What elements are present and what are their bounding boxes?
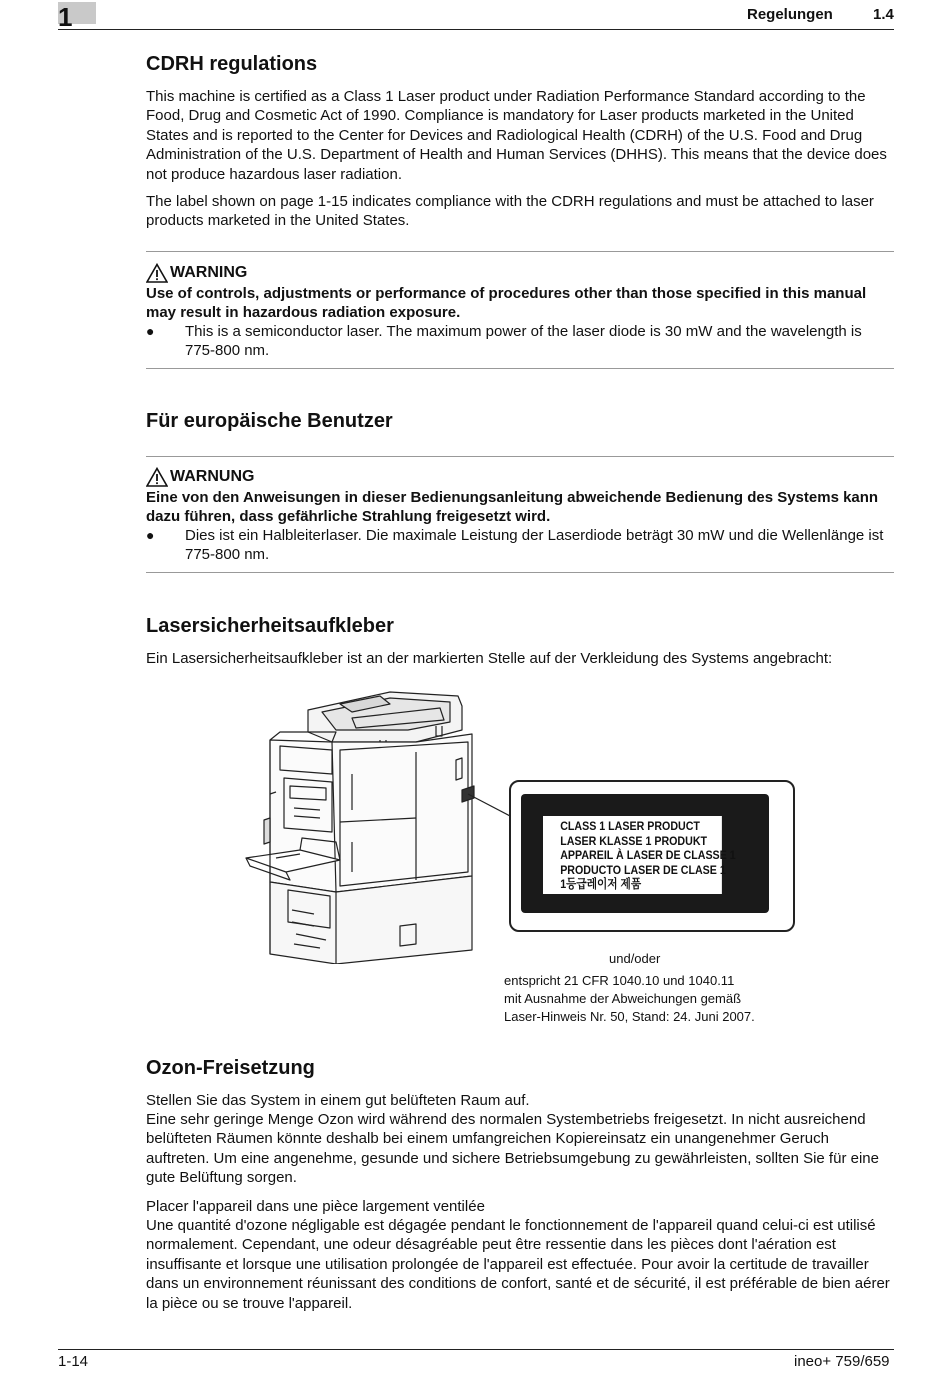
laser-label-line: PRODUCTO LASER DE CLASE 1 [560,862,726,877]
warning-title-text: WARNING [170,264,248,281]
caption-und-oder: und/oder [609,951,661,966]
warnung-bullet-text: Dies ist ein Halbleiterlaser. Die maximale Leistung der Laserdiode beträgt 30 mW und die Wellenlänge ist 775-800 nm. [185,527,884,564]
warning-bold-text: Use of controls, adjustments or performance of procedures other than those specified in this manual may result in hazardous radiation exposure. [146,285,867,322]
ozone-de-line: Stellen Sie das System in einem gut belüfteten Raum auf. [146,1092,530,1109]
warnung-bold-text: Eine von den Anweisungen in dieser Bedienungsanleitung abweichende Bedienung des Systems kann dazu führen, dass gefährliche Strahlung freigesetzt wird. [146,489,879,526]
warnung-top-rule [146,456,894,457]
sticker-intro: Ein Lasersicherheitsaufkleber ist an der markierten Stelle auf der Verkleidung des Systems angebracht: [146,650,833,667]
laser-label-line: APPAREIL À LASER DE CLASSE 1 [560,848,736,863]
laser-label-line: 1등급레이저 제품 [560,877,642,892]
warning-bottom-rule [146,368,894,369]
heading-europe: Für europäische Benutzer [146,410,393,432]
chapter-number: 1 [58,2,73,32]
cdrh-paragraph-2: The label shown on page 1-15 indicates compliance with the CDRH regulations and must be attached to laser products marketed in the United States. [146,193,874,230]
section-number: 1.4 [873,6,894,23]
warning-triangle-icon [146,263,168,283]
page-number: 1-14 [58,1353,89,1370]
warning-title [146,263,247,283]
warning-bullet-text: This is a semiconductor laser. The maximum power of the laser diode is 30 mW and the wavelength is 775-800 nm. [185,323,862,360]
model-name: ineo+ 759/659 [794,1353,890,1370]
header-rule [58,29,894,30]
laser-label-line: LASER KLASSE 1 PRODUKT [560,833,708,848]
warnung-bottom-rule [146,572,894,573]
bullet-icon: ● [146,323,155,339]
ozone-de-paragraph: Eine sehr geringe Menge Ozon wird während des normalen Systembetriebs freigesetzt. In nicht ausreichend belüfteten Räumen könnte deshalb bei einem umfangreichen Kopiereinsatz ein unangenehmer Geruch auftreten. Um eine angenehme, gesunde und sichere Betriebsumgebung zu gewährleisten, sollten Sie für eine gute Belüftung sorgen. [146,1111,879,1187]
caption-line-3: Laser-Hinweis Nr. 50, Stand: 24. Juni 2007. [504,1009,755,1024]
cdrh-paragraph-1: This machine is certified as a Class 1 Laser product under Radiation Performance Standard according to the Food, Drug and Cosmetic Act of 1990. Compliance is mandatory for Laser products marketed in the United States and is reported to the Center for Devices and Radiological Health (CDRH) of the U.S. Food and Drug Administration of the U.S. Department of Health and Human Services (DHHS). This means that the device does not produce hazardous laser radiation. [146,88,887,183]
laser-label [543,816,736,894]
laser-label-line: CLASS 1 LASER PRODUCT [560,819,700,833]
heading-cdrh: CDRH regulations [146,53,318,75]
bullet-icon: ● [146,527,155,543]
warning-triangle-icon [146,467,168,487]
warnung-title-text: WARNUNG [170,468,255,485]
ozone-fr-paragraph: Une quantité d'ozone négligable est dégagée pendant le fonctionnement de l'appareil quand celui-ci est utilisé normalement. Cependant, une odeur désagréable peut être ressentie dans les pièces dont l'aération est insuffisante et lorsque une utilisation prolongée de l'appareil est effectuée. Pour avoir la certitude de travailler dans un environnement réunissant des conditions de confort, santé et de sécurité, il est préférable de bien aérer la pièce ou se trouve l'appareil. [146,1217,890,1312]
warnung-title [146,467,254,487]
caption-line-2: mit Ausnahme der Abweichungen gemäß [504,991,742,1006]
heading-ozone: Ozon-Freisetzung [146,1057,315,1079]
label-connector-line [464,790,514,830]
footer-rule [58,1349,894,1350]
warning-top-rule [146,251,894,252]
caption-line-1: entspricht 21 CFR 1040.10 und 1040.11 [504,973,735,988]
ozone-fr-line: Placer l'appareil dans une pièce largement ventilée [146,1198,485,1215]
section-title: Regelungen [747,6,833,23]
heading-sticker: Lasersicherheitsaufkleber [146,615,394,637]
